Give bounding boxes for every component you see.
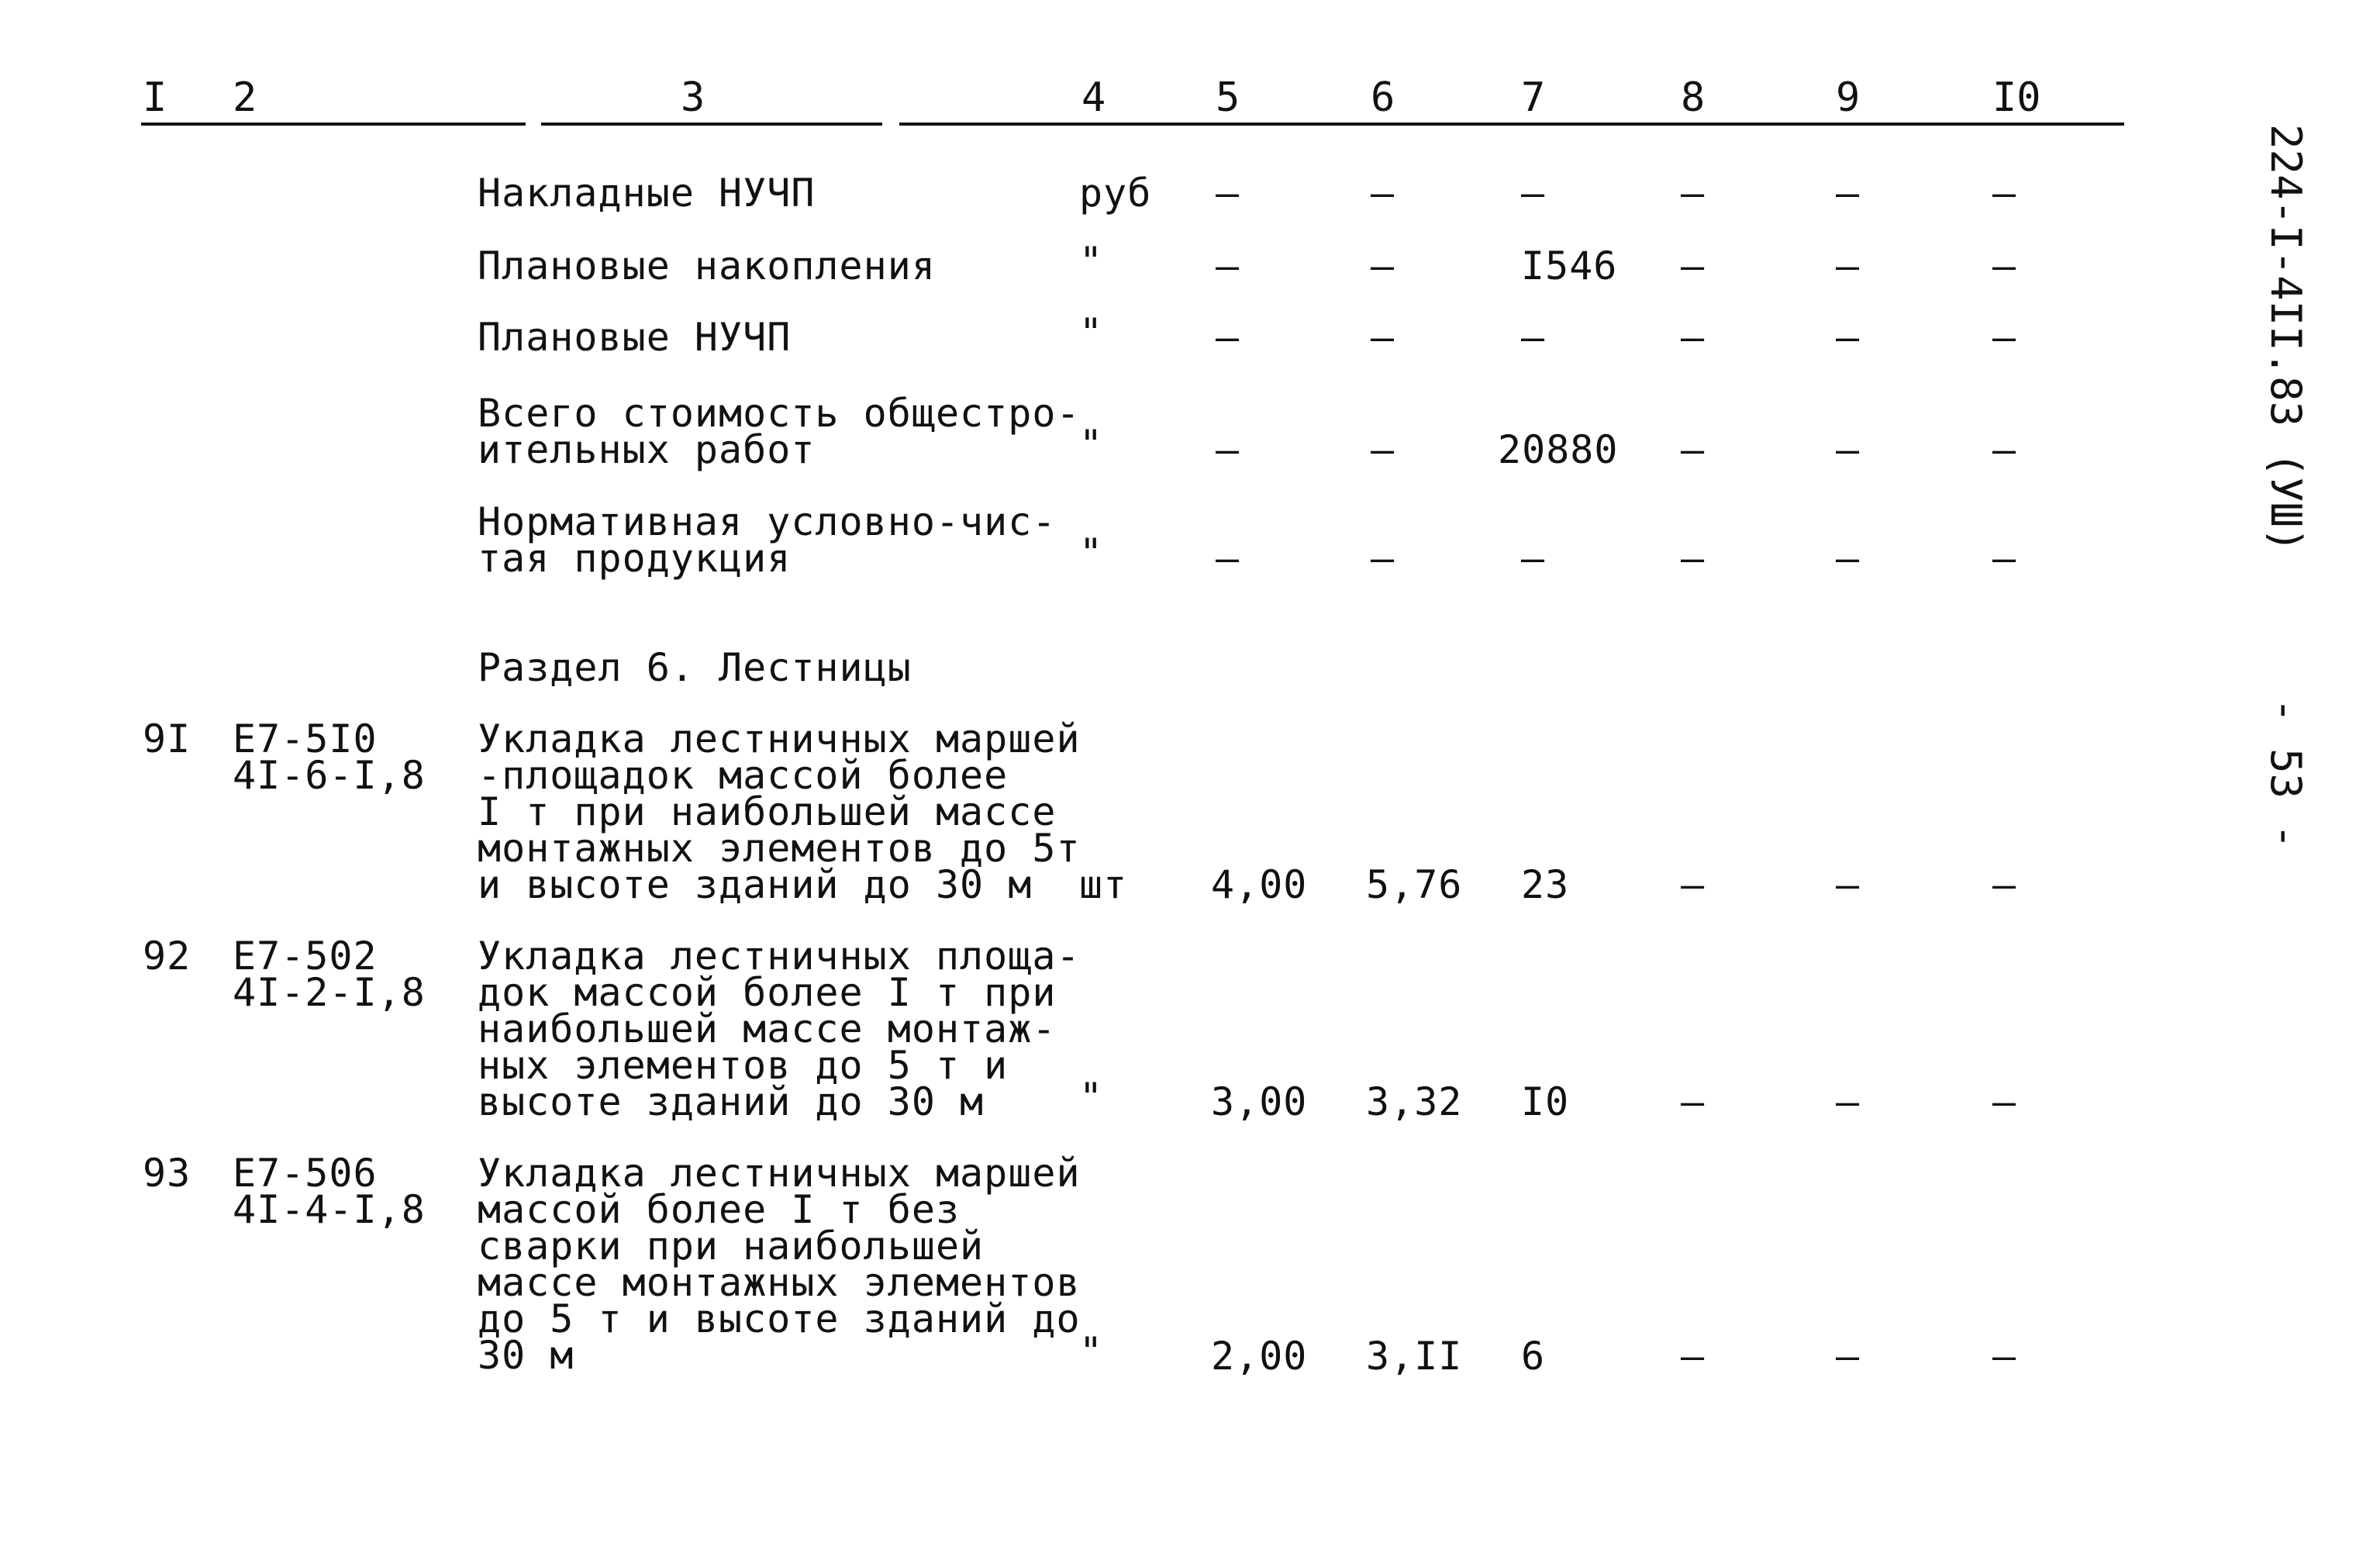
row-1-description: Накладные НУЧП	[478, 171, 816, 216]
row-92-col6: 3,32	[1366, 1079, 1463, 1124]
row-93-col5: 2,00	[1211, 1334, 1308, 1379]
row-3-col9: –	[1836, 315, 1861, 360]
row-93-col9: –	[1836, 1334, 1861, 1379]
row-2-description: Плановые накопления	[478, 243, 936, 288]
row-93-col10: –	[1992, 1334, 2017, 1379]
row-92-description: Укладка лестничных площа- док массой более I т при наибольшей массе монтаж- ных элементов до 5 т и высоте зданий до 30 м	[478, 934, 1081, 1124]
row-2-col9: –	[1836, 243, 1861, 288]
row-5-description: Нормативная условно-чис- тая продукция	[478, 499, 1057, 581]
column-header-1: I	[143, 74, 167, 121]
row-91-col7: 23	[1521, 862, 1570, 907]
column-header-6: 6	[1371, 74, 1395, 121]
row-1-col6: –	[1371, 171, 1395, 216]
column-header-4: 4	[1081, 74, 1106, 121]
row-92-col8: –	[1681, 1079, 1706, 1124]
row-4-col7: 20880	[1498, 427, 1619, 472]
page-number: - 53 -	[2261, 698, 2310, 850]
row-3-col10: –	[1992, 315, 2017, 360]
row-2-col7: I546	[1521, 243, 1618, 288]
row-3-col5: –	[1216, 315, 1240, 360]
row-2-col8: –	[1681, 243, 1706, 288]
row-4-col5: –	[1216, 427, 1240, 472]
row-2-col6: –	[1371, 243, 1395, 288]
row-91-number: 9I	[143, 716, 191, 761]
column-header-9: 9	[1836, 74, 1861, 121]
row-93-unit: "	[1079, 1329, 1104, 1374]
row-4-description: Всего стоимость общестро- ительных работ	[478, 391, 1081, 472]
row-93-code: Е7-506 4I-4-I,8	[233, 1151, 426, 1232]
row-92-col7: I0	[1521, 1079, 1570, 1124]
row-92-col5: 3,00	[1211, 1079, 1308, 1124]
row-1-col8: –	[1681, 171, 1706, 216]
row-91-col9: –	[1836, 862, 1861, 907]
column-header-3: 3	[681, 74, 705, 121]
row-92-col9: –	[1836, 1079, 1861, 1124]
row-93-description: Укладка лестничных маршей массой более I т без сварки при наибольшей массе монтажных элементов до 5 т и высоте зданий до 30 м	[478, 1151, 1081, 1378]
row-91-unit: шт	[1079, 862, 1128, 907]
row-91-code: Е7-5I0 4I-6-I,8	[233, 716, 426, 798]
row-91-col10: –	[1992, 862, 2017, 907]
row-5-col6: –	[1371, 536, 1395, 581]
row-2-unit: "	[1079, 239, 1104, 284]
row-91-col5: 4,00	[1211, 862, 1308, 907]
row-4-col10: –	[1992, 427, 2017, 472]
column-header-2: 2	[233, 74, 257, 121]
row-4-col6: –	[1371, 427, 1395, 472]
section-heading: Раздел 6. Лестницы	[478, 645, 912, 690]
row-5-col10: –	[1992, 536, 2017, 581]
row-4-col9: –	[1836, 427, 1861, 472]
row-93-col7: 6	[1521, 1334, 1546, 1379]
row-1-unit: руб	[1079, 171, 1152, 216]
row-5-unit: "	[1079, 530, 1104, 575]
row-2-col5: –	[1216, 243, 1240, 288]
row-1-col10: –	[1992, 171, 2017, 216]
column-header-5: 5	[1216, 74, 1240, 121]
column-header-7: 7	[1521, 74, 1546, 121]
row-3-description: Плановые НУЧП	[478, 315, 792, 360]
row-1-col5: –	[1216, 171, 1240, 216]
column-header-10: I0	[1992, 74, 2041, 121]
row-3-unit: "	[1079, 310, 1104, 355]
row-91-description: Укладка лестничных маршей -площадок массой более I т при наибольшей массе монтажных элементов до 5т и высоте зданий до 30 м	[478, 716, 1081, 907]
row-92-code: Е7-502 4I-2-I,8	[233, 934, 426, 1015]
row-1-col7: –	[1521, 171, 1546, 216]
column-header-8: 8	[1681, 74, 1706, 121]
row-91-col6: 5,76	[1366, 862, 1463, 907]
row-92-col10: –	[1992, 1079, 2017, 1124]
row-2-col10: –	[1992, 243, 2017, 288]
row-1-col9: –	[1836, 171, 1861, 216]
header-rule-right	[899, 123, 2124, 126]
row-5-col7: –	[1521, 536, 1546, 581]
row-3-col6: –	[1371, 315, 1395, 360]
row-5-col9: –	[1836, 536, 1861, 581]
row-93-number: 93	[143, 1151, 191, 1196]
row-5-col8: –	[1681, 536, 1706, 581]
row-92-number: 92	[143, 934, 191, 979]
document-code: 224-I-4II.83 (УШ)	[2261, 124, 2310, 553]
row-5-col5: –	[1216, 536, 1240, 581]
row-3-col8: –	[1681, 315, 1706, 360]
header-rule-middle	[541, 123, 882, 126]
row-4-unit: "	[1079, 422, 1104, 467]
row-93-col8: –	[1681, 1334, 1706, 1379]
row-91-col8: –	[1681, 862, 1706, 907]
row-3-col7: –	[1521, 315, 1546, 360]
row-4-col8: –	[1681, 427, 1706, 472]
header-rule-left	[141, 123, 526, 126]
row-92-unit: "	[1079, 1075, 1104, 1120]
row-93-col6: 3,II	[1366, 1334, 1463, 1379]
